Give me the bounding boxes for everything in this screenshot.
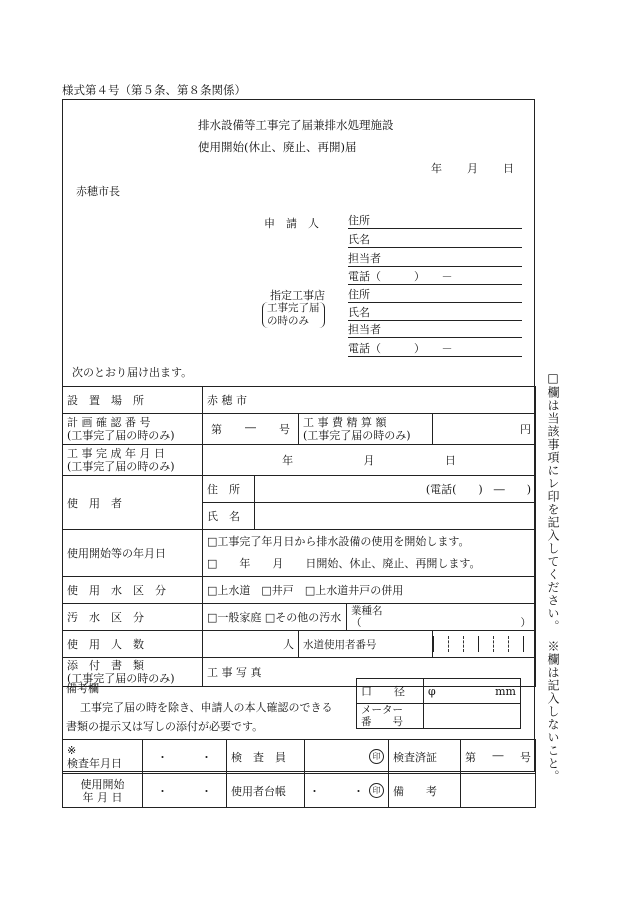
remarks-text-2: 書類の提示又は写しの添付が必要です。 [66, 720, 264, 733]
water-user-number-label: 水道使用者番号 [299, 631, 433, 658]
form-title-line1: 排水設備等工事完了届兼排水処理施設 [198, 118, 394, 132]
remarks-label: 備考欄 [66, 682, 99, 695]
meter-number-label: メーター 番 号 [357, 704, 424, 729]
contractor-note: 工事完了届 の時のみ [262, 302, 325, 328]
start-date-label: 使用開始等の年月日 [63, 530, 203, 577]
completion-date-value[interactable]: 年 月 日 [203, 445, 536, 476]
sewage-type-options[interactable]: □一般家庭 □その他の汚水 [203, 604, 347, 631]
applicant-phone[interactable]: 電話（ ） － [348, 268, 522, 285]
meter-number-value[interactable] [424, 704, 521, 729]
start-date-value-office: ・ ・ [143, 774, 227, 808]
date-day: 日 [503, 162, 514, 175]
main-table [62, 386, 536, 687]
side-note: □欄は当該事項にレ印を記入してください。 ※欄は記入しないこと。 [546, 371, 560, 783]
inspector-label: 検 査 員 [227, 740, 305, 774]
cost-label: 工 事 費 精 算 額 (工事完了届の時のみ) [299, 414, 433, 445]
plan-number-value[interactable]: 第 ― 号 [203, 414, 299, 445]
applicant-contact-person[interactable]: 担当者 [348, 250, 522, 267]
attachment-value: 工 事 写 真 [203, 658, 536, 687]
form-number: 様式第４号（第５条、第８条関係） [62, 83, 246, 97]
intro-text: 次のとおり届け出ます。 [72, 366, 193, 379]
completion-date-label: 工 事 完 成 年 月 日 (工事完了届の時のみ) [63, 445, 203, 476]
office-remarks-value [461, 774, 536, 808]
ledger-label: 使用者台帳 [227, 774, 305, 808]
water-source-label: 使 用 水 区 分 [63, 577, 203, 604]
office-use-table [62, 739, 536, 808]
inspection-date-value: ・ ・ [143, 740, 227, 774]
seal-icon: 印 [369, 783, 384, 798]
remarks-text-1: 工事完了届の時を除き、申請人の本人確認のできる [80, 701, 333, 714]
ledger-value: ・ ・ 印 [305, 774, 389, 808]
inspection-date-label: ※ 検査年月日 [63, 740, 143, 774]
user-label: 使 用 者 [63, 476, 203, 530]
applicant-label: 申 請 人 [264, 217, 319, 230]
industry-name[interactable]: 業種名 （ ） [347, 604, 536, 631]
user-count-value[interactable]: 人 [203, 631, 299, 658]
meter-diameter-label: 口 径 [357, 679, 424, 704]
sewage-type-label: 汚 水 区 分 [63, 604, 203, 631]
user-name-value[interactable] [255, 503, 536, 530]
location-value[interactable]: 赤 穂 市 [203, 387, 536, 414]
seal-icon: 印 [369, 749, 384, 764]
user-name-label: 氏 名 [203, 503, 255, 530]
contractor-phone[interactable]: 電話（ ） － [348, 340, 522, 357]
cost-value[interactable]: 円 [433, 414, 536, 445]
addressee: 赤穂市長 [76, 185, 120, 198]
meter-diameter-value[interactable]: φ mm [424, 679, 521, 704]
water-user-number-boxes[interactable] [433, 631, 536, 658]
office-remarks-label: 備 考 [389, 774, 461, 808]
date-year: 年 [431, 162, 442, 175]
user-address-label: 住 所 [203, 476, 255, 503]
attachment-label: 添 付 書 類 (工事完了届の時のみ) [63, 658, 203, 687]
contractor-name[interactable]: 氏名 [348, 304, 522, 321]
start-date-options[interactable]: □工事完了年月日から排水設備の使用を開始します。 □ 年 月 日開始、休止、廃止、再開します。 [203, 530, 536, 577]
water-source-options[interactable]: □上水道 □井戸 □上水道井戸の併用 [203, 577, 536, 604]
contractor-address[interactable]: 住所 [348, 286, 522, 303]
contractor-label: 指定工事店 [270, 289, 325, 302]
meter-table [356, 678, 521, 729]
date-month: 月 [467, 162, 478, 175]
certificate-number: 第 ― 号 [461, 740, 536, 774]
certificate-label: 検査済証 [389, 740, 461, 774]
plan-number-label: 計 画 確 認 番 号 (工事完了届の時のみ) [63, 414, 203, 445]
contractor-contact-person[interactable]: 担当者 [348, 321, 522, 338]
applicant-name[interactable]: 氏名 [348, 231, 522, 248]
user-address-value[interactable]: (電話( ) ― ) [255, 476, 536, 503]
location-label: 設 置 場 所 [63, 387, 203, 414]
user-count-label: 使 用 人 数 [63, 631, 203, 658]
inspector-seal [305, 740, 389, 774]
form-title-line2: 使用開始(休止、廃止、再開)届 [198, 140, 357, 154]
start-date-label-office: 使用開始 年 月 日 [63, 774, 143, 808]
applicant-address[interactable]: 住所 [348, 212, 522, 229]
